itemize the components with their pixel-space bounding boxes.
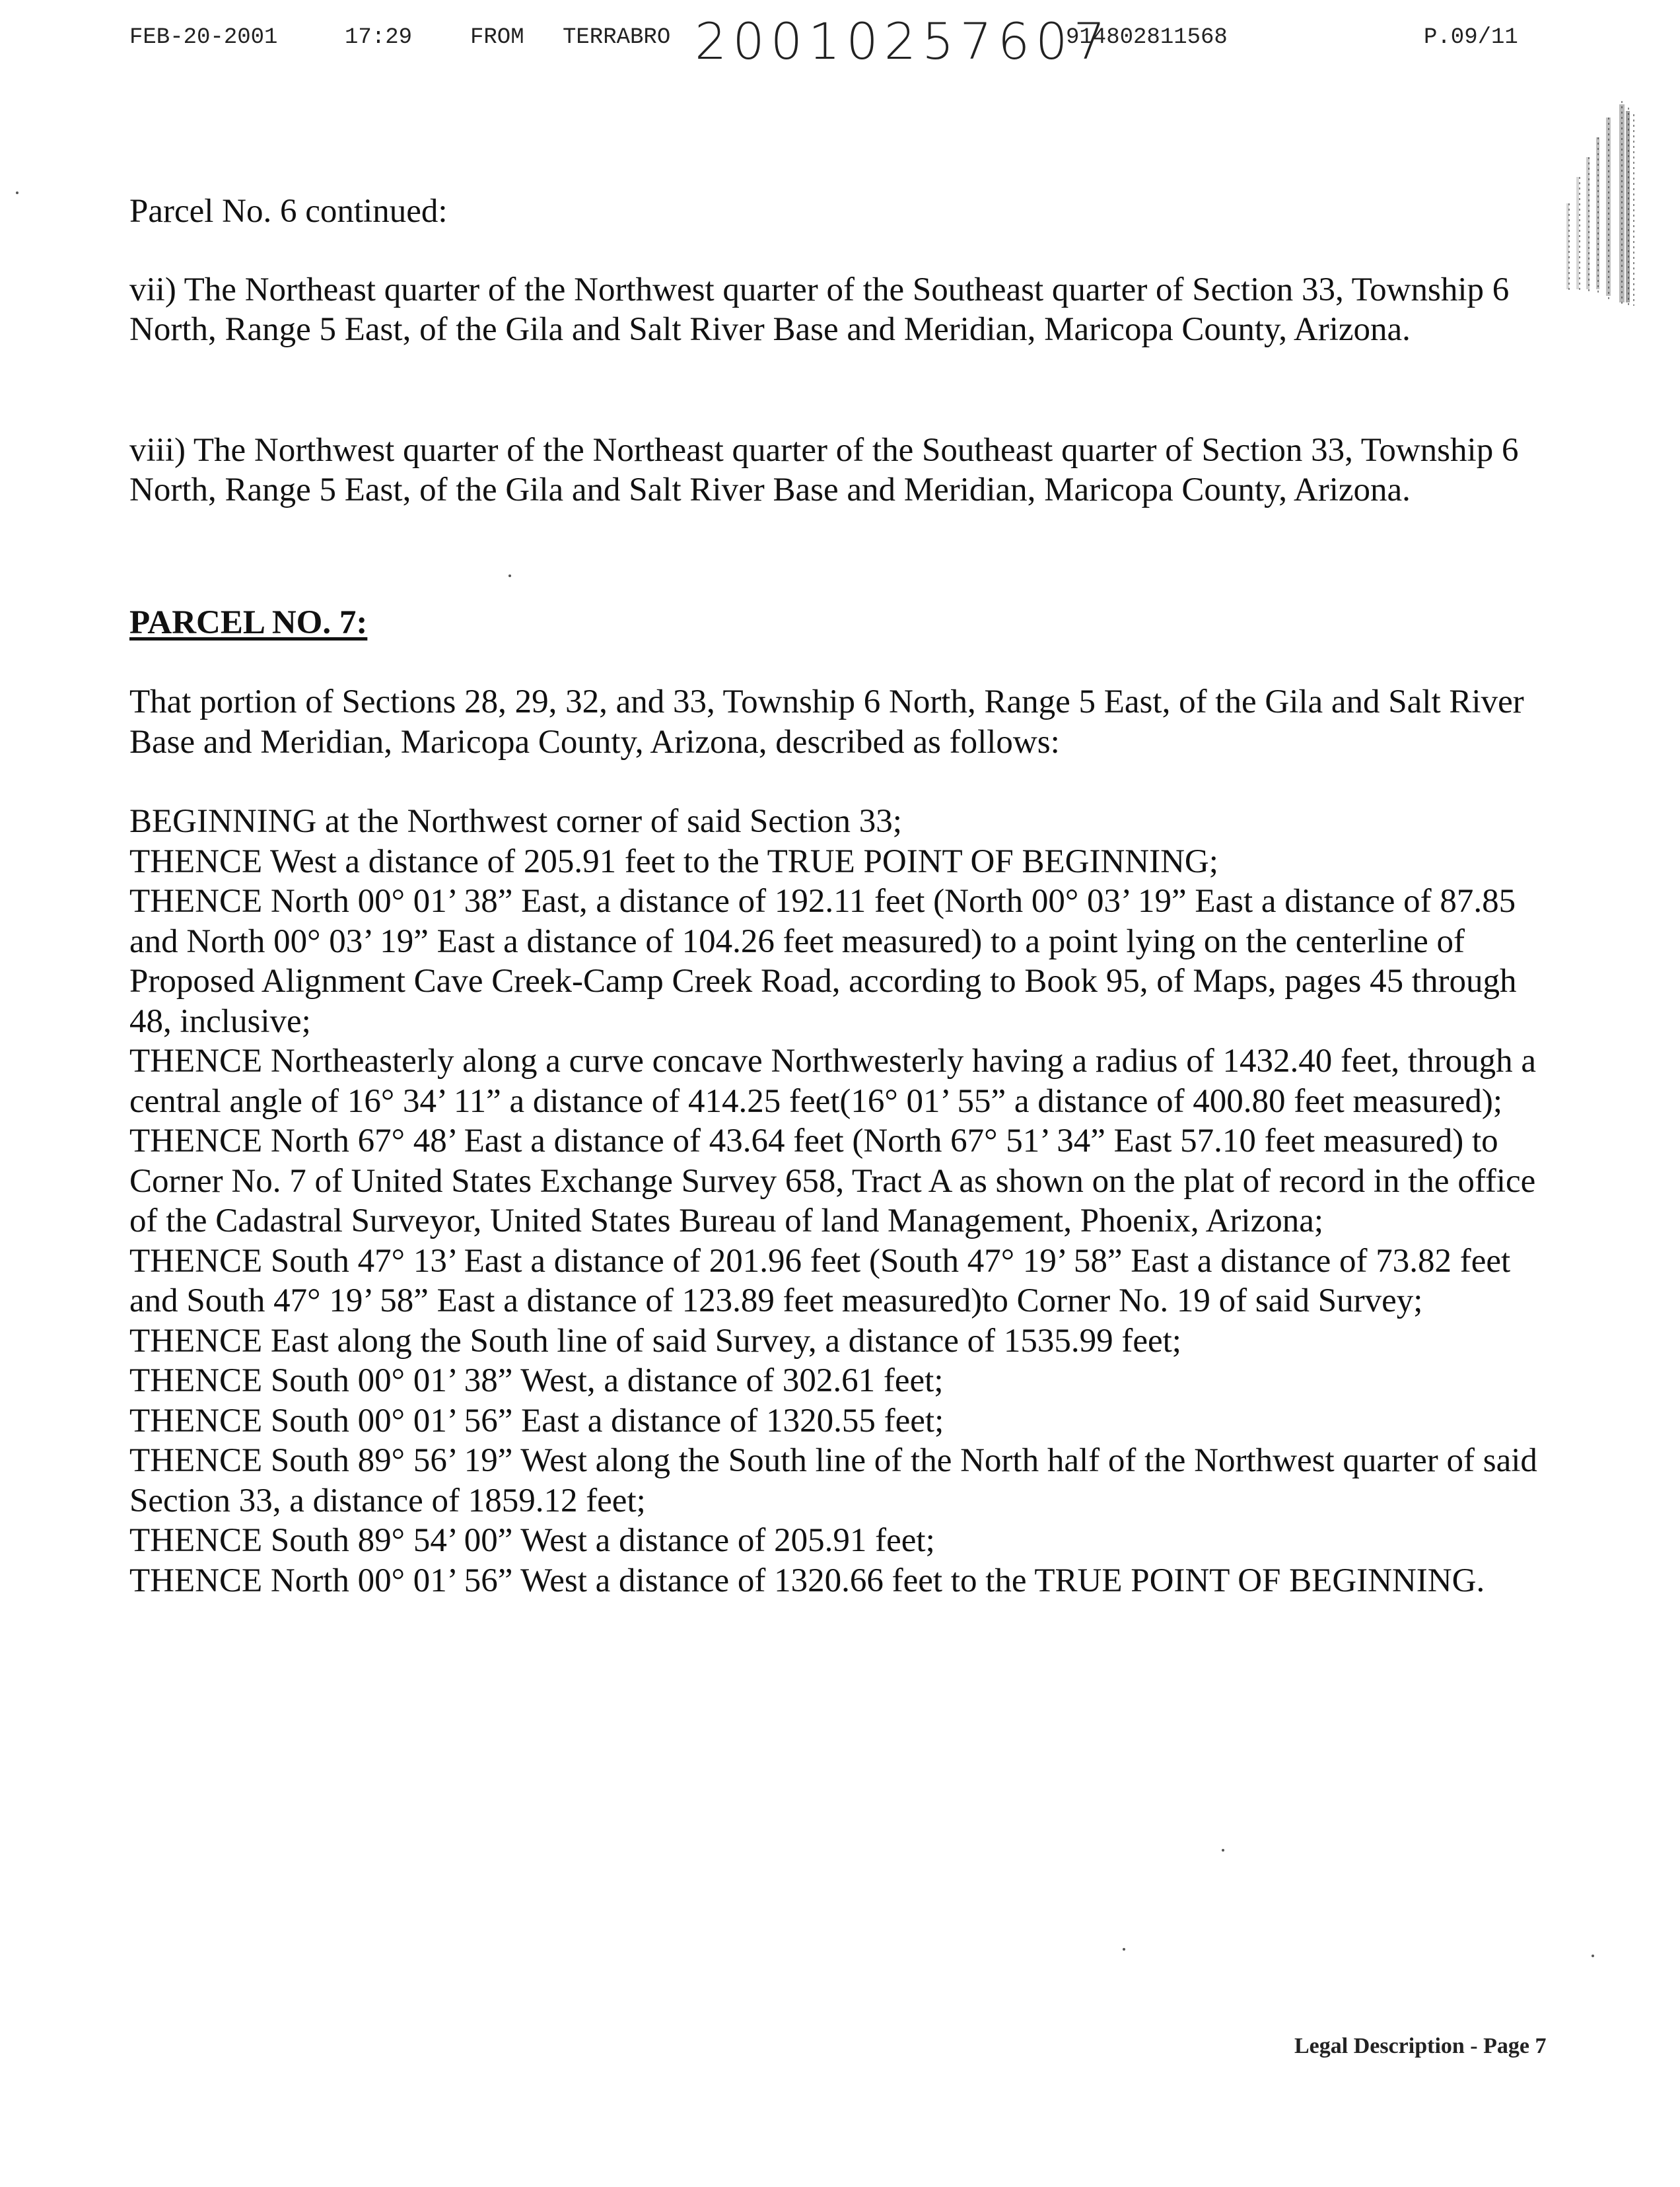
scan-speck <box>1592 1955 1594 1957</box>
course-line: THENCE Northeasterly along a curve concave Northwesterly having a radius of 1432.40 feet, through a central angle of 16° 34’ 11” a distance of 414.25 feet(16° 01’ 55” a distance of 400.80 feet measured); <box>129 1043 1545 1120</box>
course-line: THENCE West a distance of 205.91 feet to the TRUE POINT OF BEGINNING; <box>129 843 1218 880</box>
course-line: THENCE North 00° 01’ 56” West a distance of 1320.66 feet to the TRUE POINT OF BEGINNING. <box>129 1562 1485 1599</box>
fax-time: 17:29 <box>345 25 413 50</box>
course-line: THENCE South 89° 56’ 19” West along the South line of the North half of the Northwest quarter of said Section 33, a distance of 1859.12 feet; <box>129 1442 1546 1519</box>
parcel-7-intro: That portion of Sections 28, 29, 32, and 33, Township 6 North, Range 5 East, of the Gila and Salt River Base and Meridian, Maricopa County, Arizona, described as follows: <box>129 683 1533 761</box>
fax-page-number: P.09/11 <box>1424 25 1518 50</box>
course-line: THENCE South 00° 01’ 56” East a distance of 1320.55 feet; <box>129 1402 944 1440</box>
parcel-6-continued-heading: Parcel No. 6 continued: <box>129 193 448 230</box>
fax-sender: TERRABRO <box>563 25 671 50</box>
scan-speck <box>508 574 511 577</box>
recording-barcode-stamp <box>1560 98 1638 316</box>
course-line: THENCE North 67° 48’ East a distance of 43.64 feet (North 67° 51’ 34” East 57.10 feet measured) to Corner No. 7 of United States Exchange Survey 658, Tract A as shown on the plat of record in the office of the Cadastral Surveyor, United States Bureau of land Management, Phoenix, Arizona; <box>129 1123 1545 1239</box>
course-line: THENCE East along the South line of said Survey, a distance of 1535.99 feet; <box>129 1322 1181 1360</box>
scan-speck <box>16 191 18 194</box>
fax-date: FEB-20-2001 <box>129 25 278 50</box>
scan-speck <box>1123 1948 1125 1951</box>
fax-from-label: FROM <box>470 25 524 50</box>
course-line: BEGINNING at the Northwest corner of said Section 33; <box>129 803 902 840</box>
course-line: THENCE South 00° 01’ 38” West, a distance of 302.61 feet; <box>129 1362 944 1399</box>
fax-phone: 914802811568 <box>1066 25 1228 50</box>
course-line: THENCE South 47° 13’ East a distance of 201.96 feet (South 47° 19’ 58” East a distance of 73.82 feet and South 47° 19’ 58” East a distance of 123.89 feet measured)to Corner No. 19 of said Survey; <box>129 1242 1519 1319</box>
parcel-6-item-viii: viii) The Northwest quarter of the Northeast quarter of the Southeast quarter of Section 33, Township 6 North, Range 5 East, of the Gila and Salt River Base and Meridian, Maricopa County, Arizona. <box>129 431 1527 508</box>
course-line: THENCE North 00° 01’ 38” East, a distance of 192.11 feet (North 00° 03’ 19” East a distance of 87.85 and North 00° 03’ 19” East a distance of 104.26 feet measured) to a point lying on the centerline of Proposed Alignment Cave Creek-Camp Creek Road, according to Book 95, of Maps, pages 45 through 48, inclusive; <box>129 883 1525 1040</box>
parcel-7-heading: PARCEL NO. 7: <box>129 604 368 641</box>
parcel-6-item-vii: vii) The Northeast quarter of the Northwest quarter of the Southeast quarter of Section 33, Township 6 North, Range 5 East, of the Gila and Salt River Base and Meridian, Maricopa County, Arizona. <box>129 271 1518 348</box>
fax-header <box>0 12 1680 71</box>
recording-number: 20010257607 <box>695 12 1111 71</box>
page-footer: Legal Description - Page 7 <box>1294 2034 1547 2058</box>
scan-speck <box>1222 1849 1224 1852</box>
parcel-7-courses <box>129 802 1549 1601</box>
course-line: THENCE South 89° 54’ 00” West a distance of 205.91 feet; <box>129 1522 935 1559</box>
barcode-stamp-graphic <box>1560 98 1638 316</box>
legal-description-body <box>129 191 1549 1601</box>
